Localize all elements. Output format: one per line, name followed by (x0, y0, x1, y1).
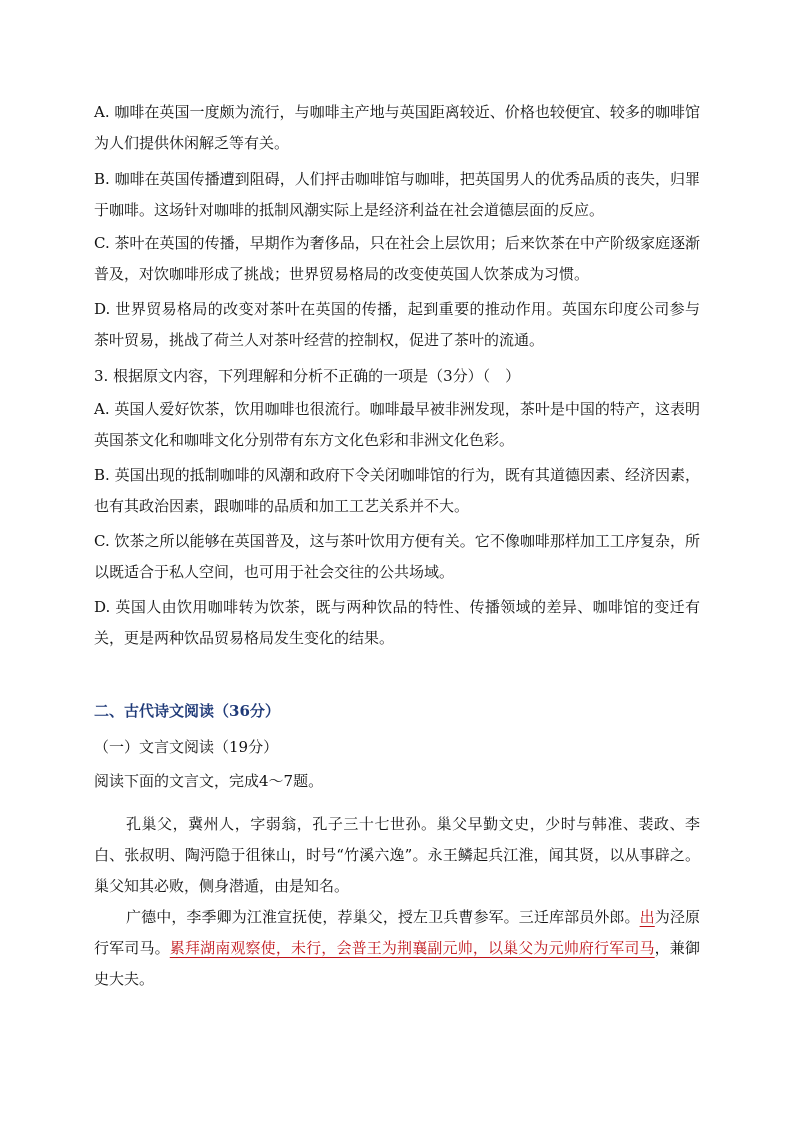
q3-option-a: A. 英国人爱好饮茶，饮用咖啡也很流行。咖啡最早被非洲发现，茶叶是中国的特产，这表明英国茶文化和咖啡文化分别带有东方文化色彩和非洲文化色彩。 (94, 400, 700, 449)
para2-text-c: ，兼御史大夫。 (94, 939, 700, 988)
q3-option-b: B. 英国出现的抵制咖啡的风潮和政府下令关闭咖啡馆的行为，既有其道德因素、经济因素，也有其政治因素，跟咖啡的品质和加工工艺关系并不大。 (94, 466, 700, 515)
q3-stem: 3. 根据原文内容，下列理解和分析不正确的一项是（3分）（ ） (94, 367, 521, 385)
q3-option-c: C. 饮茶之所以能够在英国普及，这与茶叶饮用方便有关。它不像咖啡那样加工工序复杂，所以既适合于私人空间，也可用于社会交往的公共场域。 (94, 532, 700, 581)
q2-option-b: B. 咖啡在英国传播遭到阻碍，人们抨击咖啡馆与咖啡，把英国男人的优秀品质的丧失，归罪于咖啡。这场针对咖啡的抵制风潮实际上是经济利益在社会道德层面的反应。 (94, 170, 700, 219)
q3-option-d: D. 英国人由饮用咖啡转为饮茶，既与两种饮品的特性、传播领域的差异、咖啡馆的变迁有关，更是两种饮品贸易格局发生变化的结果。 (94, 598, 700, 647)
q2-option-d: D. 世界贸易格局的改变对茶叶在英国的传播，起到重要的推动作用。英国东印度公司参与茶叶贸易，挑战了荷兰人对茶叶经营的控制权，促进了茶叶的流通。 (94, 300, 700, 349)
q2-option-a: A. 咖啡在英国一度颇为流行，与咖啡主产地与英国距离较近、价格也较便宜、较多的咖啡馆为人们提供休闲解乏等有关。 (94, 103, 700, 152)
para2-marked-char: 出 (639, 908, 655, 926)
instruction-text: 阅读下面的文言文，完成4～7题。 (94, 772, 324, 790)
subsection-heading: （一）文言文阅读（19分） (94, 738, 279, 756)
q2-option-c: C. 茶叶在英国的传播，早期作为奢侈品，只在社会上层饮用；后来饮茶在中产阶级家庭逐渐普及，对饮咖啡形成了挑战；世界贸易格局的改变使英国人饮茶成为习惯。 (94, 234, 700, 283)
para2-text-a: 广德中，李季卿为江淮宣抚使，荐巢父，授左卫兵曹参军。三迁库部员外郎。 (126, 908, 640, 926)
para2-text-b: 为泾原行军司马。 (94, 908, 700, 957)
classical-paragraph-1: 孔巢父，冀州人，字弱翁，孔子三十七世孙。巢父早勤文史，少时与韩准、裴政、李白、张叔明、陶沔隐于徂徕山，时号“竹溪六逸”。永王鳞起兵江淮，闻其贤，以从事辟之。巢父知其必败，侧身潜遁，由是知名。 (94, 815, 700, 895)
classical-paragraph-2 (94, 902, 700, 995)
para2-underlined-sentence: 累拜湖南观察使，未行，会普王为荆襄副元帅，以巢父为元帅府行军司马 (169, 939, 655, 957)
section-heading: 二、古代诗文阅读（36分） (94, 702, 280, 720)
